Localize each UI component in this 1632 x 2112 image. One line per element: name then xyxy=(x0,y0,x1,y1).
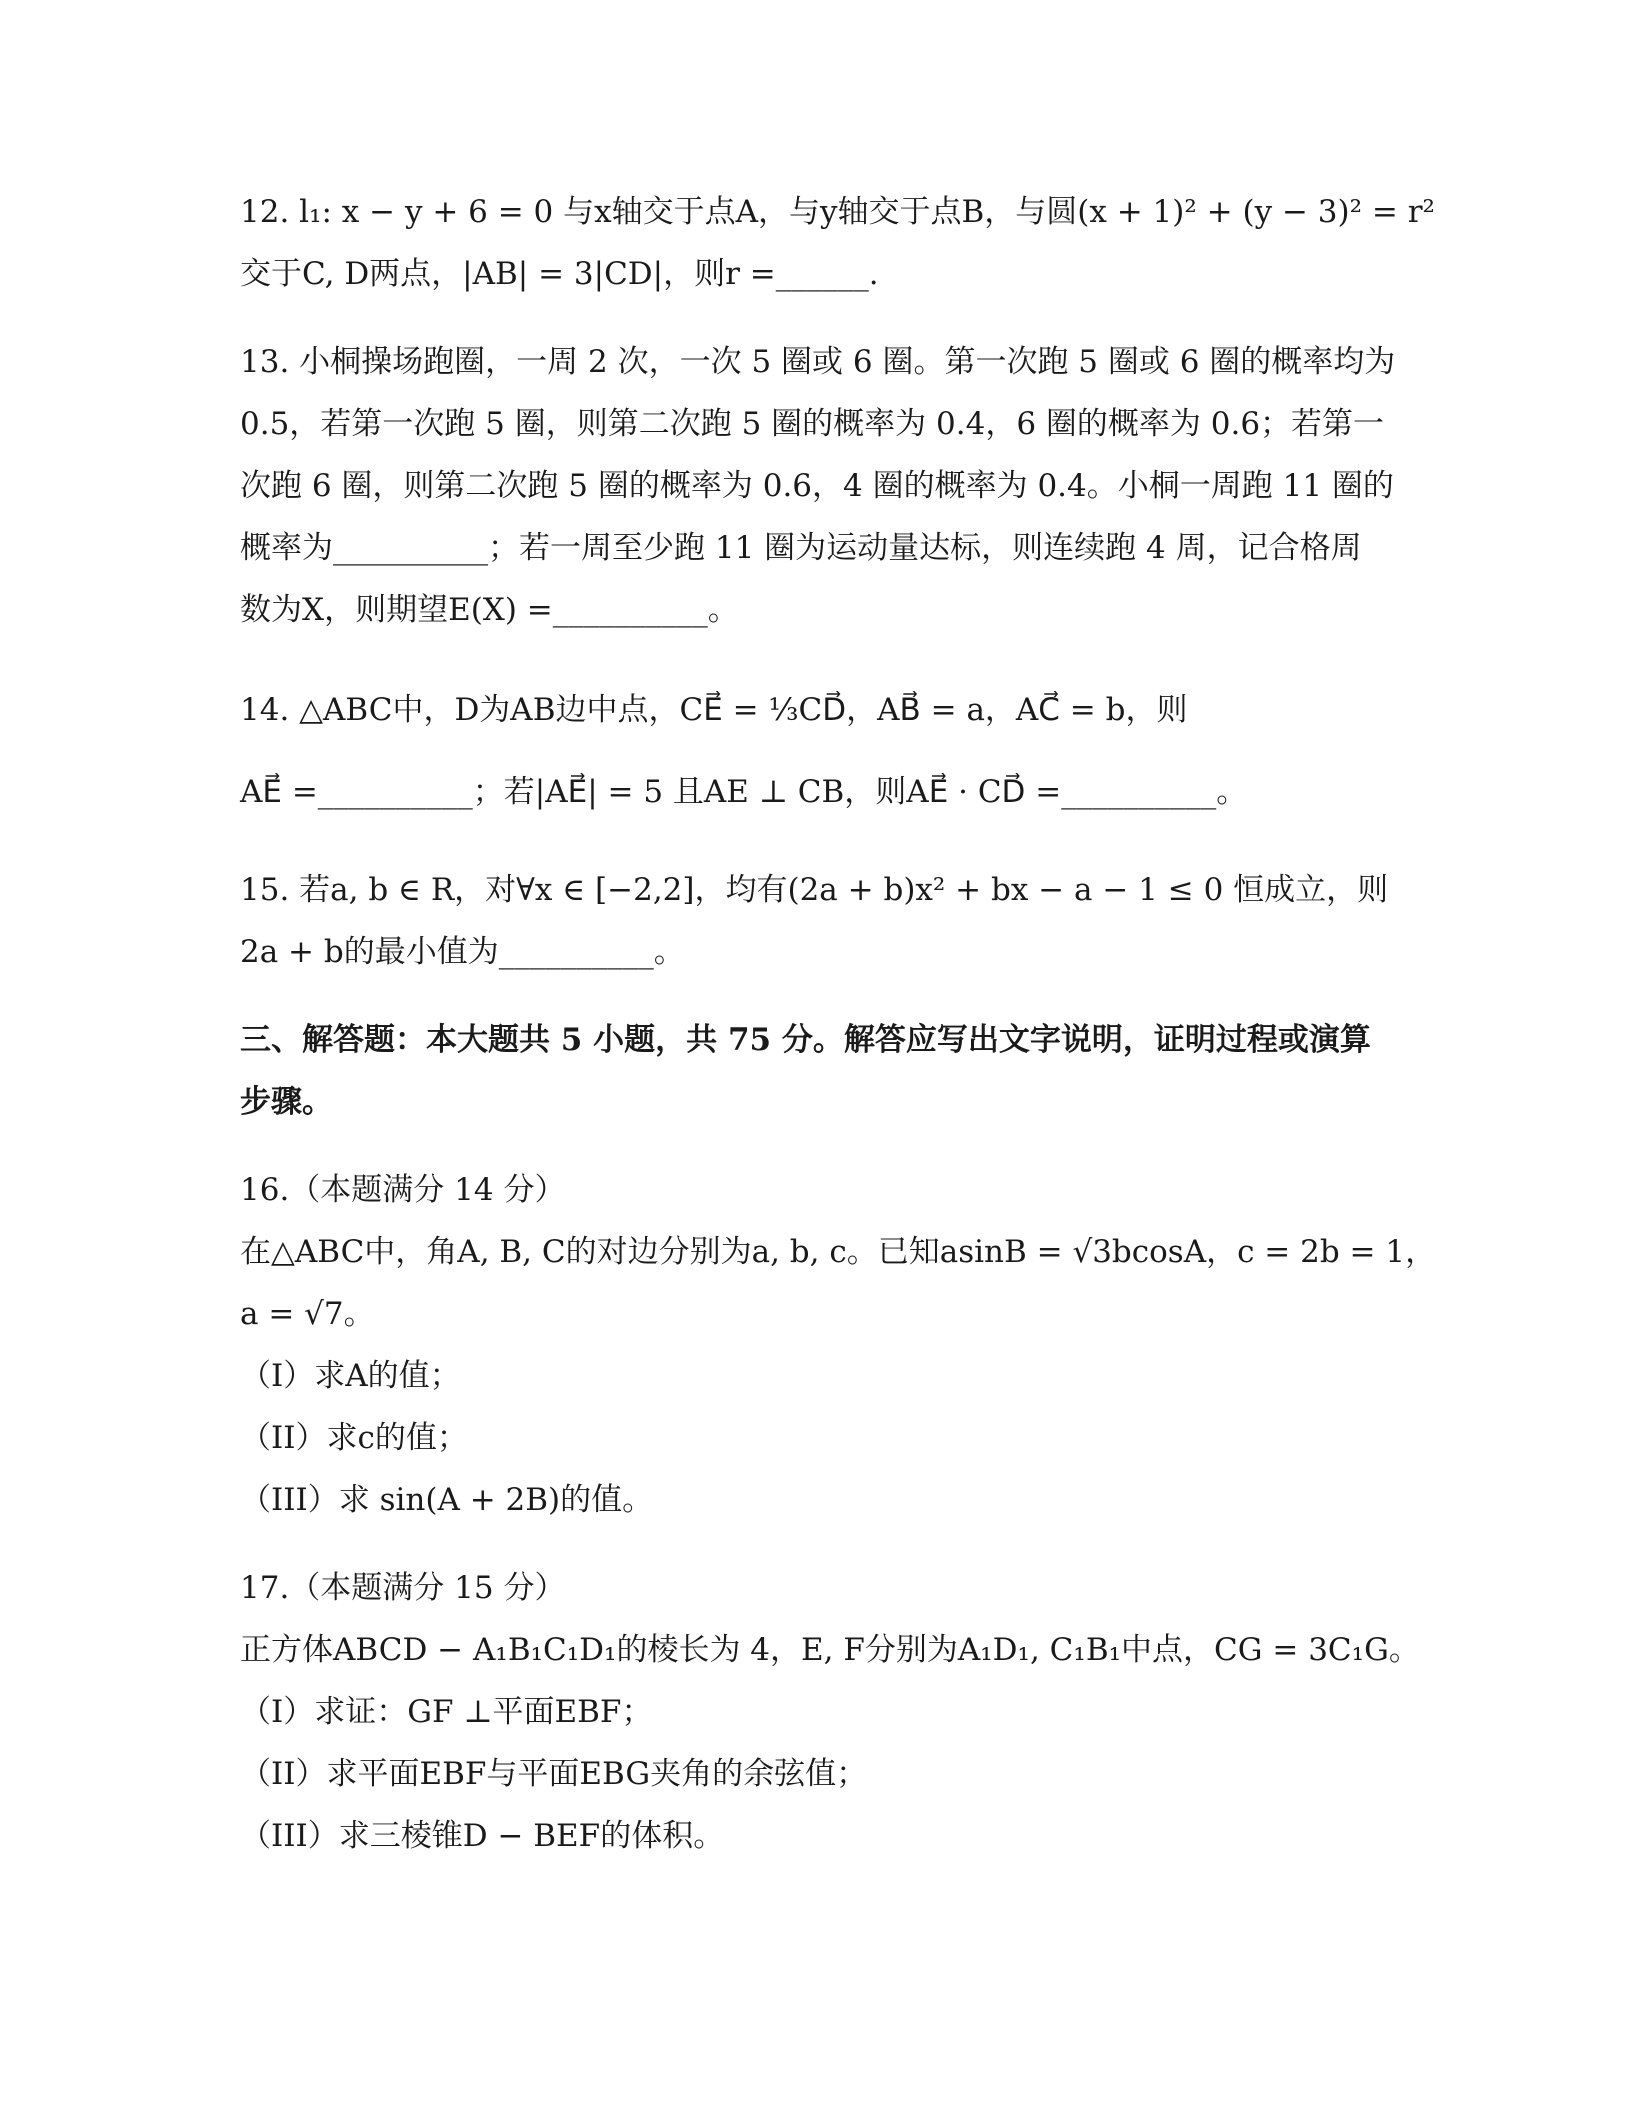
text-line: 12. l₁: x − y + 6 = 0 与x轴交于点A，与y轴交于点B，与圆(x + 1)² + (y − 3)² = r² xyxy=(240,194,1435,230)
text-line: 在△ABC中，角A, B, C的对边分别为a, b, c。已知asinB = √3bcosA，c = 2b = 1， xyxy=(240,1234,1437,1270)
text-line: 16.（本题满分 14 分） xyxy=(240,1172,566,1208)
text-line: 步骤。 xyxy=(240,1084,333,1120)
text-line: AE⃗ =__________；若|AE⃗| = 5 且AE ⊥ CB，则AE⃗ · CD⃗ =__________。 xyxy=(240,774,1248,810)
text-line: （III）求 sin(A + 2B)的值。 xyxy=(240,1482,654,1518)
text-line: 15. 若a, b ∈ R，对∀x ∈ [−2,2]，均有(2a + b)x² + bx − a − 1 ≤ 0 恒成立，则 xyxy=(240,872,1389,908)
text-line: 0.5，若第一次跑 5 圈，则第二次跑 5 圈的概率为 0.4，6 圈的概率为 0.6；若第一 xyxy=(240,406,1385,442)
text-line: 三、解答题：本大题共 5 小题，共 75 分。解答应写出文字说明，证明过程或演算 xyxy=(240,1022,1371,1058)
text-line: 2a + b的最小值为__________。 xyxy=(240,934,685,970)
text-line: （III）求三棱锥D − BEF的体积。 xyxy=(240,1818,725,1854)
text-line: 17.（本题满分 15 分） xyxy=(240,1570,566,1606)
text-line: （I）求证：GF ⊥平面EBF； xyxy=(240,1694,653,1730)
text-line: a = √7。 xyxy=(240,1296,375,1332)
text-line: 14. △ABC中，D为AB边中点，CE⃗ = ⅓CD⃗，AB⃗ = a，AC⃗ = b，则 xyxy=(240,692,1188,728)
text-line: 数为X，则期望E(X) =__________。 xyxy=(240,592,739,628)
text-line: 正方体ABCD − A₁B₁C₁D₁的棱长为 4，E, F分别为A₁D₁, C₁B₁中点，CG = 3C₁G。 xyxy=(240,1632,1420,1668)
text-line: 概率为__________；若一周至少跑 11 圈为运动量达标，则连续跑 4 周，记合格周 xyxy=(240,530,1362,566)
text-line: 13. 小桐操场跑圈，一周 2 次，一次 5 圈或 6 圈。第一次跑 5 圈或 6 圈的概率均为 xyxy=(240,344,1396,380)
text-line: 交于C, D两点，|AB| = 3|CD|，则r =______. xyxy=(240,256,879,292)
text-line: （I）求A的值； xyxy=(240,1358,461,1394)
text-line: （II）求平面EBF与平面EBG夹角的余弦值； xyxy=(240,1756,868,1792)
text-line: （II）求c的值； xyxy=(240,1420,468,1456)
text-line: 次跑 6 圈，则第二次跑 5 圈的概率为 0.6，4 圈的概率为 0.4。小桐一周跑 11 圈的 xyxy=(240,468,1394,504)
